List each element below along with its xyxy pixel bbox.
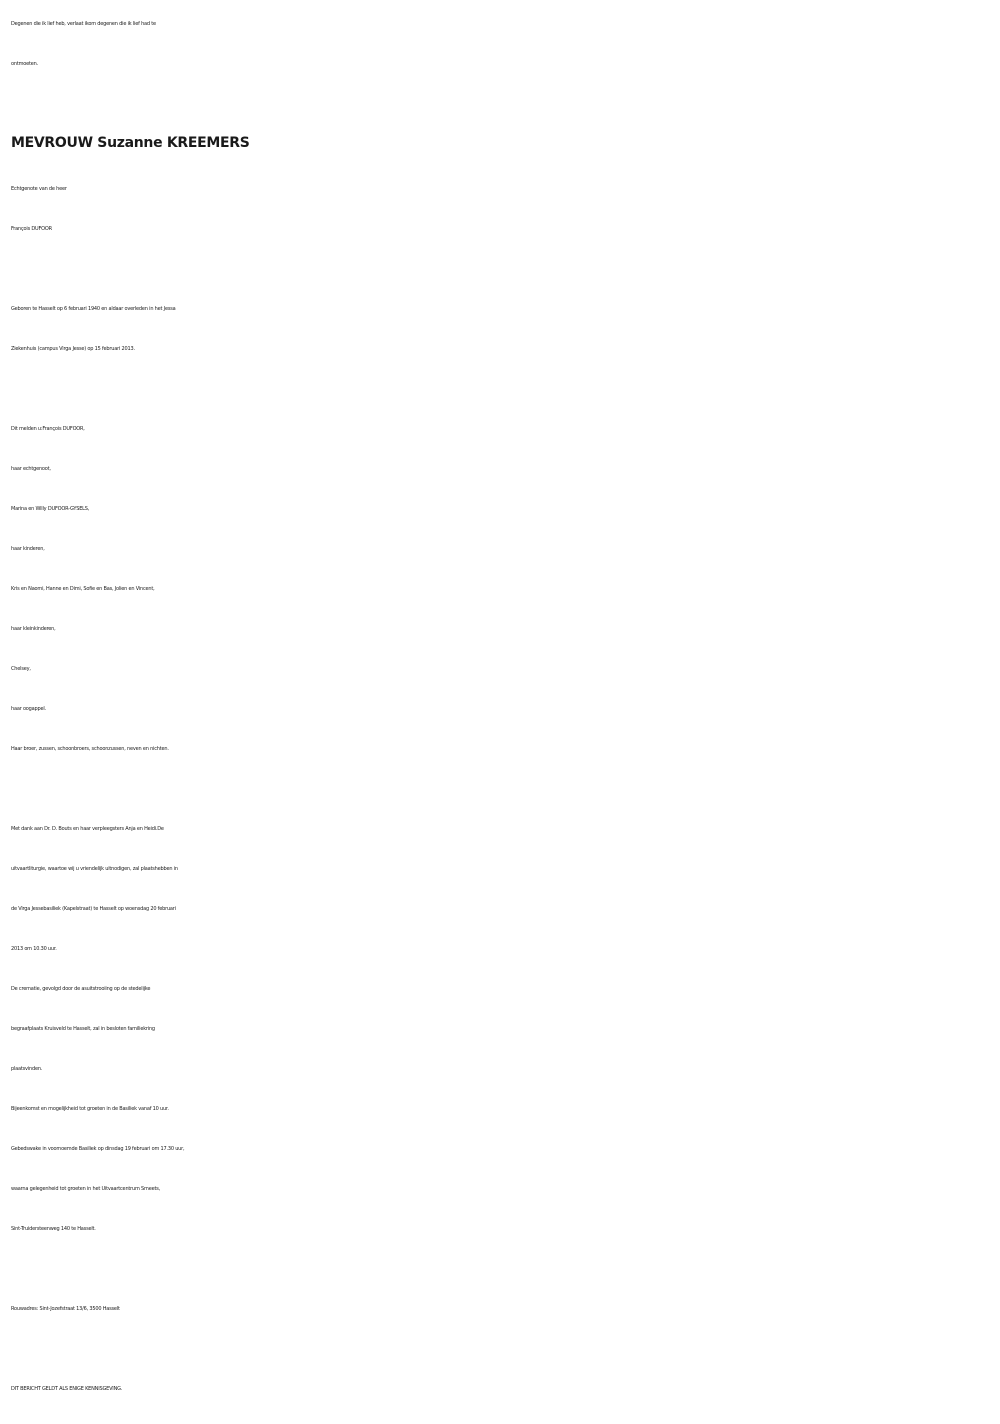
intro-line: ontmoeten. [11, 61, 38, 67]
spacer [11, 249, 988, 289]
spacer [11, 769, 988, 809]
spouse-line: François DUFOOR [11, 226, 52, 232]
family-line: haar kleinkinderen, [11, 626, 56, 632]
ceremony-line: Sint-Truidersteenweg 140 te Hasselt. [11, 1226, 96, 1232]
family-line: haar kinderen, [11, 546, 45, 552]
family-block [11, 409, 988, 769]
ceremony-line: de Virga Jessebasiliek (Kapelstraat) te Hasselt op woensdag 20 februari [11, 906, 176, 912]
ceremony-line: Met dank aan Dr. D. Bouts en haar verpleegsters Anja en Heidi.De [11, 826, 164, 832]
intro-quote [11, 4, 988, 84]
birth-death-line: Ziekenhuis (campus Virga Jesse) op 15 februari 2013. [11, 346, 135, 352]
deceased-name-title: MEVROUW Suzanne KREEMERS [11, 135, 250, 151]
ceremony-line: uitvaartliturgie, waartoe wij u vriendelijk uitnodigen, zal plaatshebben in [11, 866, 178, 872]
ceremony-line: begraafplaats Kruisveld te Hasselt, zal in besloten familiekring [11, 1026, 155, 1032]
ceremony-line: waarna gelegenheid tot groeten in het Uitvaartcentrum Smeets, [11, 1186, 161, 1192]
family-line: Kris en Naomi, Hanne en Dimi, Sofie en Bas, Jolien en Vincent, [11, 586, 155, 592]
official-notice: DIT BERICHT GELDT ALS ENIGE KENNISGEVING. [11, 1386, 123, 1392]
family-line: Dit melden u:François DUFOOR, [11, 426, 85, 432]
intro-line: Degenen die ik lief heb, verlaat ikom degenen die ik lief had te [11, 21, 156, 27]
spacer [11, 1329, 988, 1369]
spacer [11, 369, 988, 409]
spouse-line: Echtgenote van de heer [11, 186, 67, 192]
family-line: haar echtgenoot, [11, 466, 51, 472]
family-line: haar oogappel. [11, 706, 46, 712]
ceremony-block [11, 809, 988, 1249]
family-line: Chelsey, [11, 666, 31, 672]
spouse-block [11, 169, 988, 249]
spacer [11, 1249, 988, 1289]
birth-death-block [11, 289, 988, 369]
family-line: Haar broer, zussen, schoonbroers, schoonzussen, neven en nichten. [11, 746, 169, 752]
birth-death-line: Geboren te Hasselt op 6 februari 1940 en aldaar overleden in het Jessa [11, 306, 176, 312]
family-line: Marina en Willy DUFOOR-GYSELS, [11, 506, 90, 512]
ceremony-line: Gebedswake in voornoemde Basiliek op dinsdag 19 februari om 17.30 uur, [11, 1146, 185, 1152]
mourning-address: Rouwadres: Sint-Jozefstraat 13/6, 3500 Hasselt [11, 1306, 120, 1312]
ceremony-line: Bijeenkomst en mogelijkheid tot groeten in de Basiliek vanaf 10 uur. [11, 1106, 169, 1112]
ceremony-line: 2013 om 10.30 uur. [11, 946, 57, 952]
ceremony-line: De crematie, gevolgd door de asuitstrooiing op de stedelijke [11, 986, 151, 992]
ceremony-line: plaatsvinden. [11, 1066, 43, 1072]
